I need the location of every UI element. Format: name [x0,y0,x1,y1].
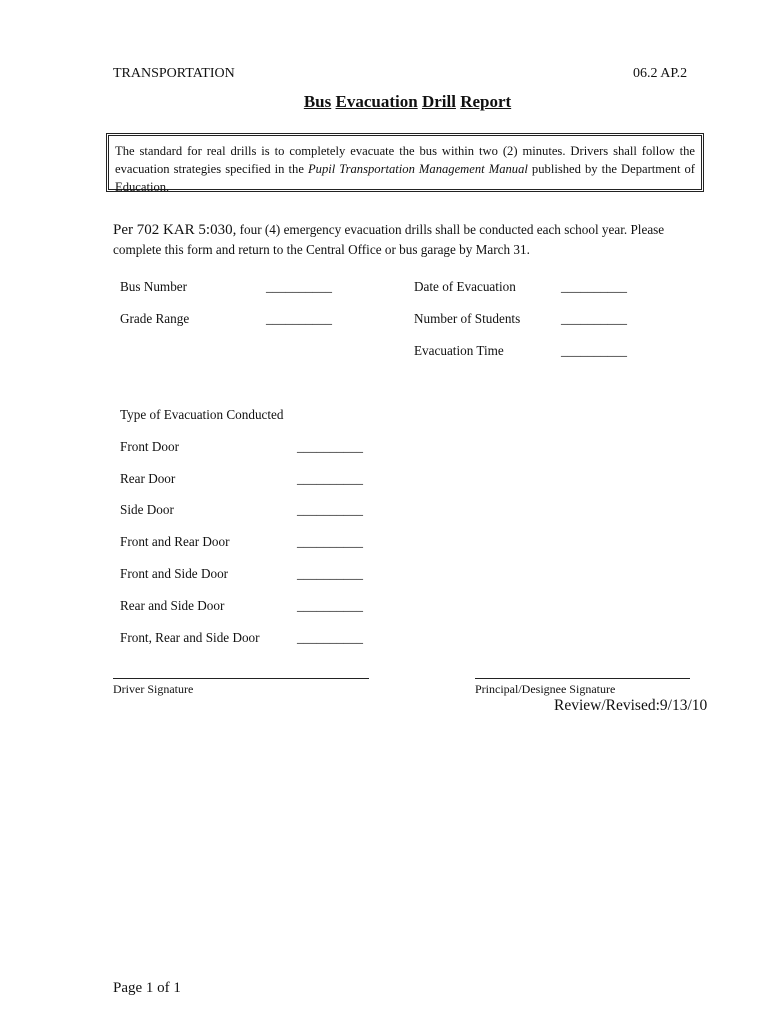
standard-text-start: The standard for real drills is to completely evacuate the bus within two (2) minutes. Drivers shall follow the evacuation strategies specified in the [115,144,695,176]
grade-range-label: Grade Range [120,311,190,326]
title-word: Drill [421,92,456,111]
date-of-evacuation-field[interactable]: __________ [561,279,627,294]
number-of-students-field[interactable]: __________ [561,311,627,326]
evacuation-type-field[interactable]: __________ [297,502,363,517]
bus-number-field[interactable]: __________ [266,279,332,294]
driver-signature-label: Driver Signature [113,682,194,696]
revision-date: Review/Revised:9/13/10 [554,697,708,714]
intro-text: four (4) emergency evacuation drills shall be conducted each school year. Please complete this form and return to the Central Office or bus garage by March 31. [113,222,665,257]
evacuation-type-label: Front, Rear and Side Door [120,630,260,645]
evacuation-time-label: Evacuation Time [414,343,504,358]
evacuation-time-field[interactable]: __________ [561,343,627,358]
evacuation-type-label: Rear Door [120,471,176,486]
page-number: Page 1 of 1 [113,980,181,996]
standard-notice-box [106,133,704,192]
intro-paragraph [113,220,703,259]
grade-range-field[interactable]: __________ [266,311,332,326]
evacuation-type-label: Front and Side Door [120,566,229,581]
title-word: Bus [303,92,332,111]
page-title [0,92,770,112]
evacuation-type-label: Front Door [120,439,179,454]
driver-signature-line[interactable] [113,678,369,679]
evacuation-type-field[interactable]: __________ [297,630,363,645]
evacuation-type-field[interactable]: __________ [297,439,363,454]
title-word: Report [460,92,512,111]
date-of-evacuation-label: Date of Evacuation [414,279,516,294]
standard-text-end: published by the Department of Education. [115,162,695,194]
manual-title: Pupil Transportation Management Manual [307,162,528,176]
evacuation-type-label: Front and Rear Door [120,534,230,549]
evacuation-type-field[interactable]: __________ [297,566,363,581]
evacuation-type-heading: Type of Evacuation Conducted [120,407,284,422]
title-word: Evacuation [335,92,418,111]
evacuation-type-field[interactable]: __________ [297,534,363,549]
number-of-students-label: Number of Students [414,311,521,326]
evacuation-type-label: Side Door [120,502,174,517]
evacuation-type-field[interactable]: __________ [297,471,363,486]
principal-signature-label: Principal/Designee Signature [475,682,616,696]
intro-lead: Per 702 KAR 5:030, [113,222,237,238]
policy-code: 06.2 AP.2 [633,66,688,81]
evacuation-type-field[interactable]: __________ [297,598,363,613]
bus-number-label: Bus Number [120,279,188,294]
evacuation-type-label: Rear and Side Door [120,598,225,613]
section-heading: TRANSPORTATION [113,66,235,81]
principal-signature-line[interactable] [475,678,690,679]
